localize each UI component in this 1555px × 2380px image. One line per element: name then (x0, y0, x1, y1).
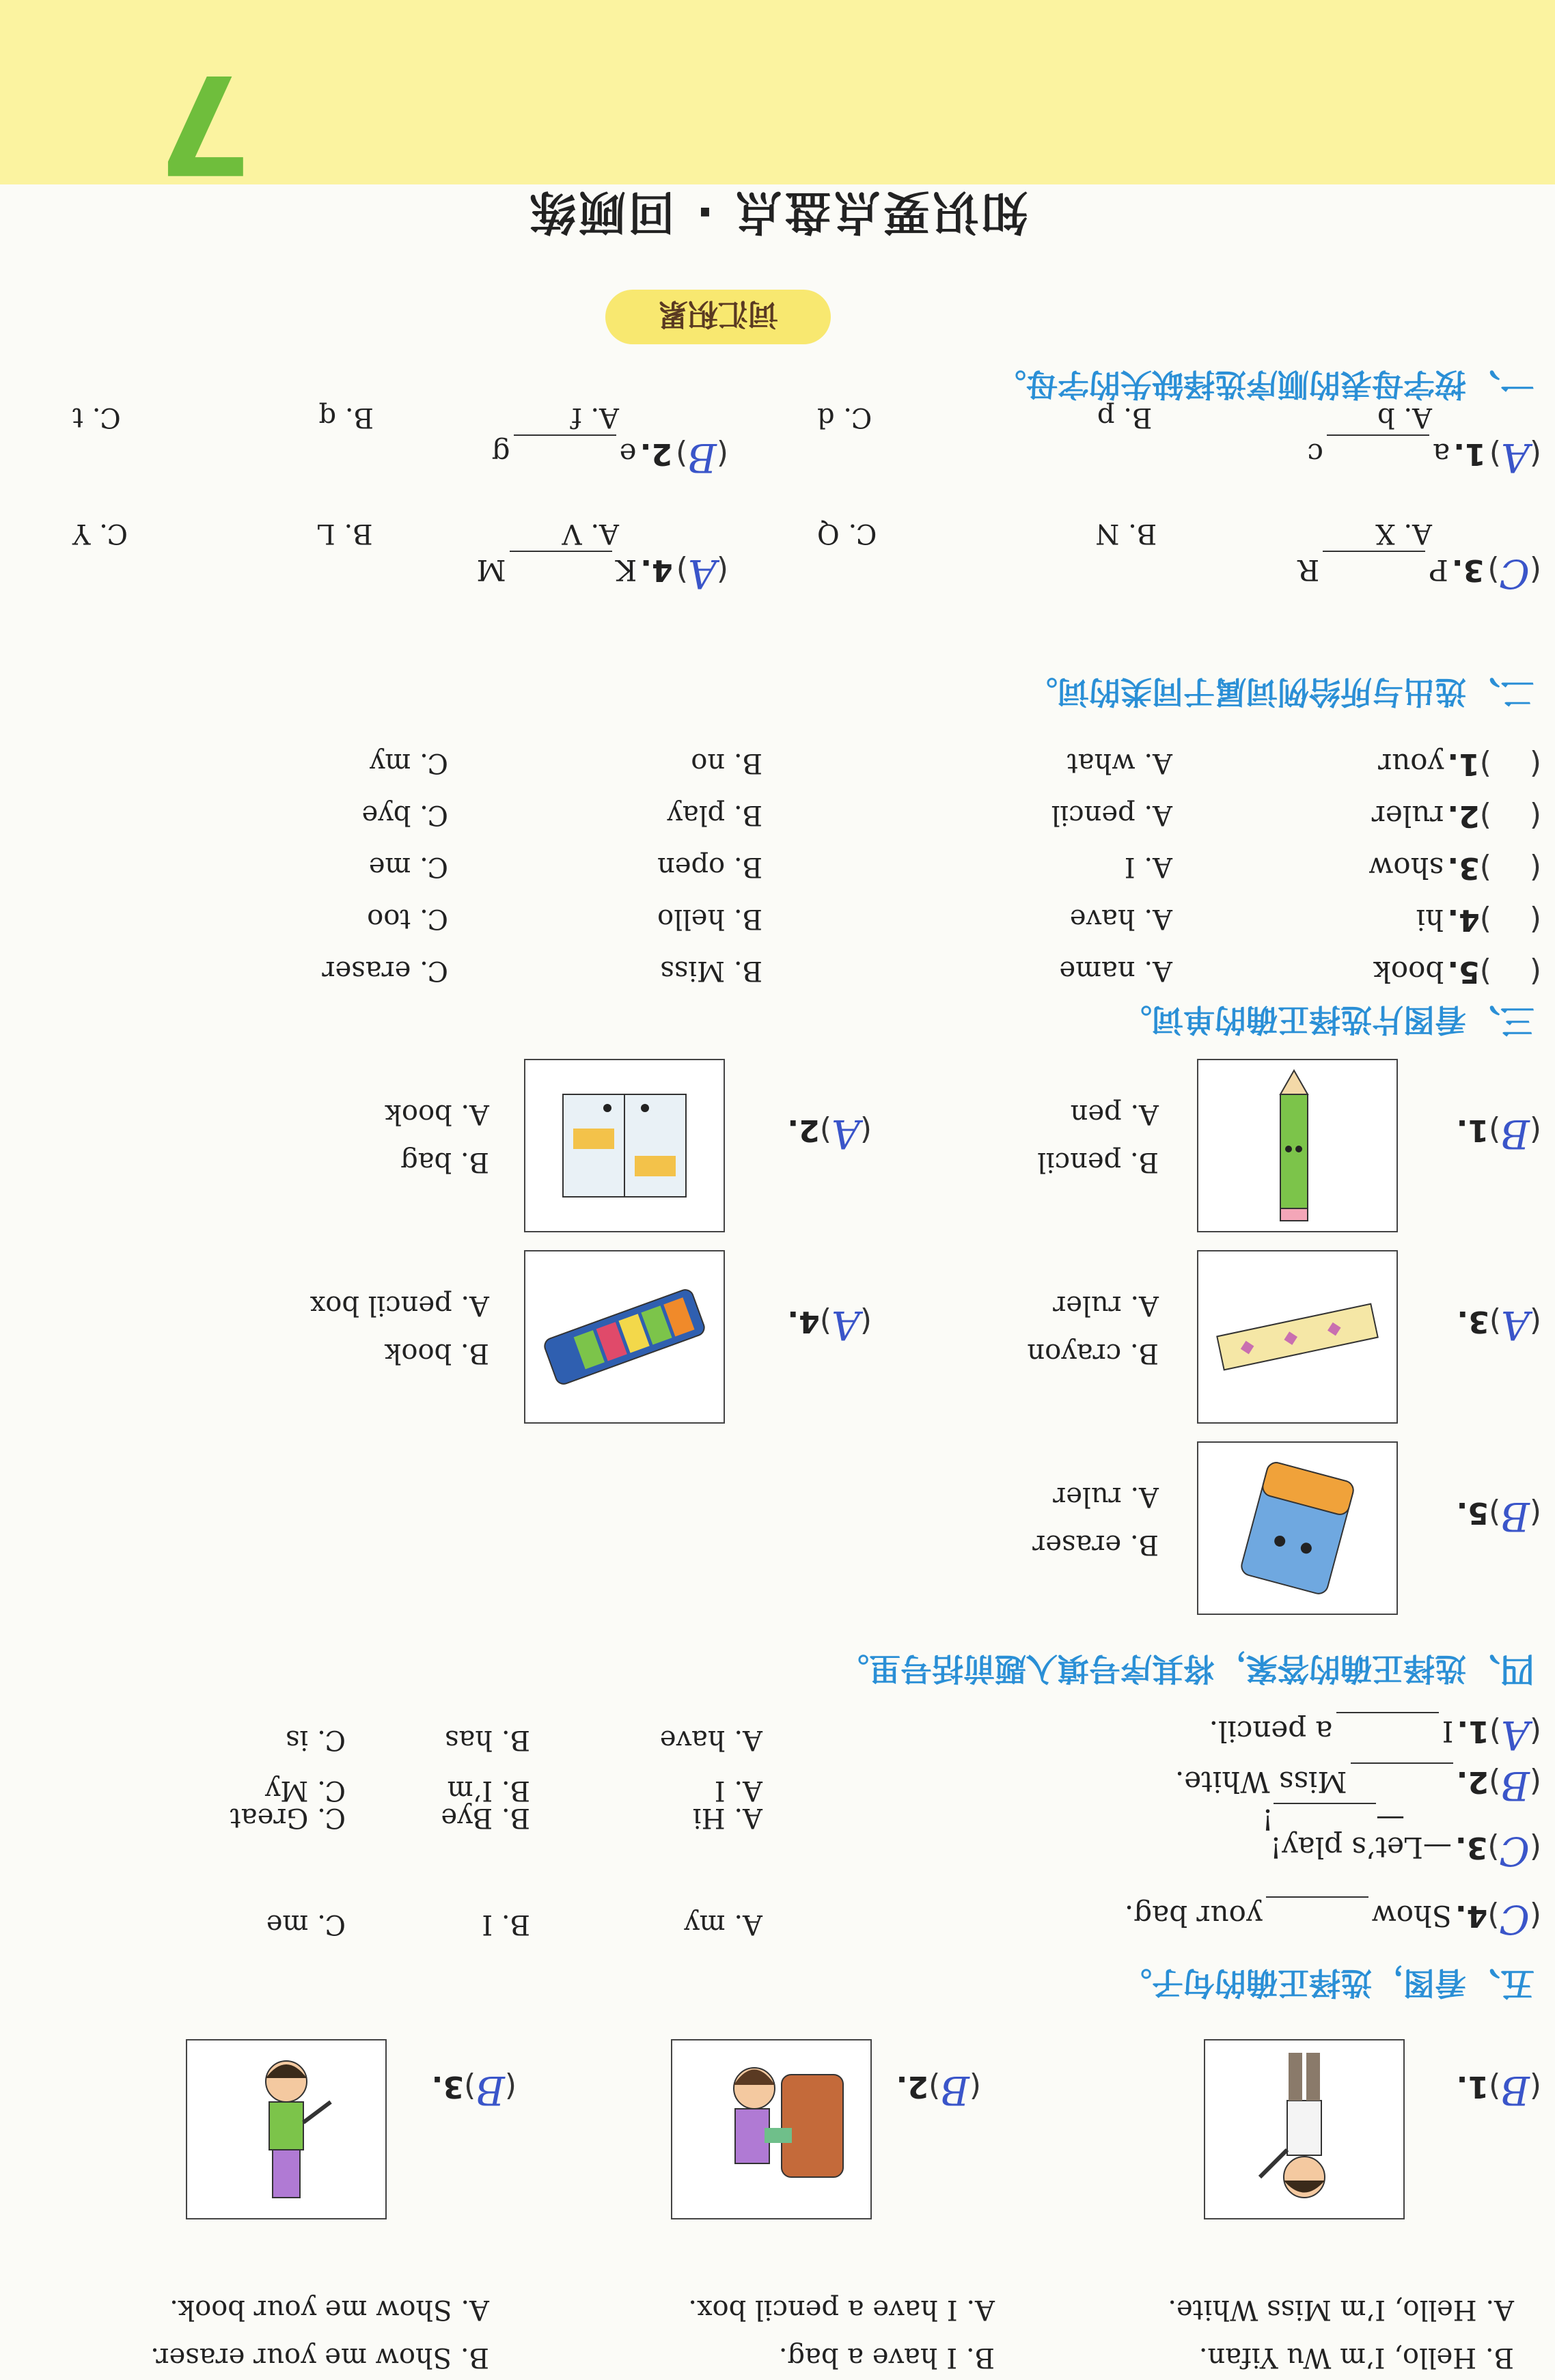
s1-question-4: (A) 4. K M A. V B. L C. Y (72, 518, 728, 597)
section2-instruction: 选出与所给例词属于同类的词。 (1026, 674, 1466, 710)
s5-answer-3[interactable]: B (476, 2067, 505, 2114)
page-number: 7 (157, 44, 253, 203)
section1-instruction: 按字母表的顺序选择缺失的字母。 (995, 366, 1466, 403)
s5-question-2: (B)2. A. I have a pencil box. B. I have a bag. (530, 2018, 1008, 2250)
s3-answer-1[interactable]: B (1500, 1111, 1530, 1157)
ruler-picture (1197, 1250, 1398, 1424)
pencil-picture (1197, 1059, 1398, 1232)
section2-number: 二、 (1466, 673, 1535, 712)
section5-number: 五、 (1466, 1964, 1535, 2004)
girl-with-bag-picture (671, 2039, 872, 2219)
section3-number: 三、 (1466, 1001, 1535, 1040)
s2-question-1: ( )1. your A. what B. no C. my (369, 747, 1541, 781)
s2-question-4: ( )4. hi A. have B. hello C. too (367, 902, 1541, 937)
section2-heading (1026, 671, 1535, 720)
s1-question-2: (B) 2. e g A. f B. q C. t (72, 402, 728, 481)
s5-answer-1[interactable]: B (1500, 2067, 1530, 2114)
s3-answer-4[interactable]: A (831, 1302, 860, 1348)
pencil-box-picture (524, 1250, 725, 1424)
s2-question-5: ( )5. book A. name B. Miss C. eraser (322, 954, 1541, 989)
section4-heading (838, 1648, 1535, 1697)
section5-heading (1120, 1962, 1535, 2011)
s3-question-2: (A)2. A. book B. bag (52, 1055, 872, 1232)
page-title: 知识要点盘点 · 回顾练 (527, 184, 1028, 238)
s4-answer-3[interactable]: C (1499, 1828, 1530, 1874)
section3-heading (1120, 999, 1535, 1048)
s1-answer-4[interactable]: A (687, 551, 717, 597)
section4-instruction: 选择正确的答案，将其序号填入题前括号里。 (838, 1650, 1466, 1687)
section5-instruction: 看图，选择正确的句子。 (1120, 1965, 1466, 2002)
section4-number: 四、 (1466, 1650, 1535, 1689)
section1-number: 一、 (1466, 365, 1535, 405)
s1-answer-1[interactable]: A (1500, 434, 1530, 481)
s1-answer-2[interactable]: B (687, 434, 717, 481)
s3-answer-2[interactable]: A (831, 1111, 860, 1157)
book-picture (524, 1059, 725, 1232)
boy-waving-picture (1204, 2039, 1405, 2219)
s3-question-1: (B)1. A. pen B. pencil (790, 1055, 1541, 1232)
s2-question-2: ( )2. ruler A. pencil B. play C. bye (361, 799, 1541, 833)
s3-question-5: (B)5. A. ruler B. eraser (790, 1437, 1541, 1615)
s3-question-3: (A)3. A. ruler B. crayon (790, 1246, 1541, 1424)
s4-question-1: (A)1. I a pencil. A. have B. has C. is (286, 1712, 1541, 1758)
s1-answer-3[interactable]: C (1499, 551, 1530, 597)
s5-question-3: (B)3. A. Show me your book. B. Show me your eraser. (38, 2018, 558, 2250)
subtitle-badge: 词汇积累 (605, 290, 831, 344)
girl-showing-picture (186, 2039, 387, 2219)
s4-answer-2[interactable]: B (1500, 1762, 1530, 1809)
s1-question-3: (C) 3. P R A. X B. N C. Q (817, 518, 1541, 597)
s1-question-1: (A) 1. a c A. b B. p C. d (817, 402, 1541, 481)
s4-question-3: (C)3. —Let’s play! —! A. Hi B. Bye C. Great (230, 1802, 1541, 1874)
s5-answer-slot: (B)3. (431, 2067, 517, 2114)
s3-answer-3[interactable]: A (1500, 1302, 1530, 1348)
eraser-picture (1197, 1441, 1398, 1615)
s5-question-1: (B)1. A. Hello, I’m Miss White. B. Hello, I’m Wu Yifan. (1049, 2018, 1541, 2250)
s5-answer-2[interactable]: B (940, 2067, 969, 2114)
s4-question-2: (B)2. Miss White. A. I B. I’m C. My (264, 1762, 1541, 1809)
s3-question-4: (A)4. A. pencil box B. book (52, 1246, 872, 1424)
s2-question-3: ( )3. show A. I B. open C. me (368, 850, 1541, 885)
s4-answer-1[interactable]: A (1500, 1712, 1530, 1758)
section3-instruction: 看图片选择正确的单词。 (1120, 1001, 1466, 1038)
s4-question-4: (C)4. Show your bag. A. my B. I C. me (266, 1896, 1541, 1943)
s4-answer-4[interactable]: C (1499, 1896, 1530, 1943)
s3-answer-5[interactable]: B (1500, 1493, 1530, 1540)
